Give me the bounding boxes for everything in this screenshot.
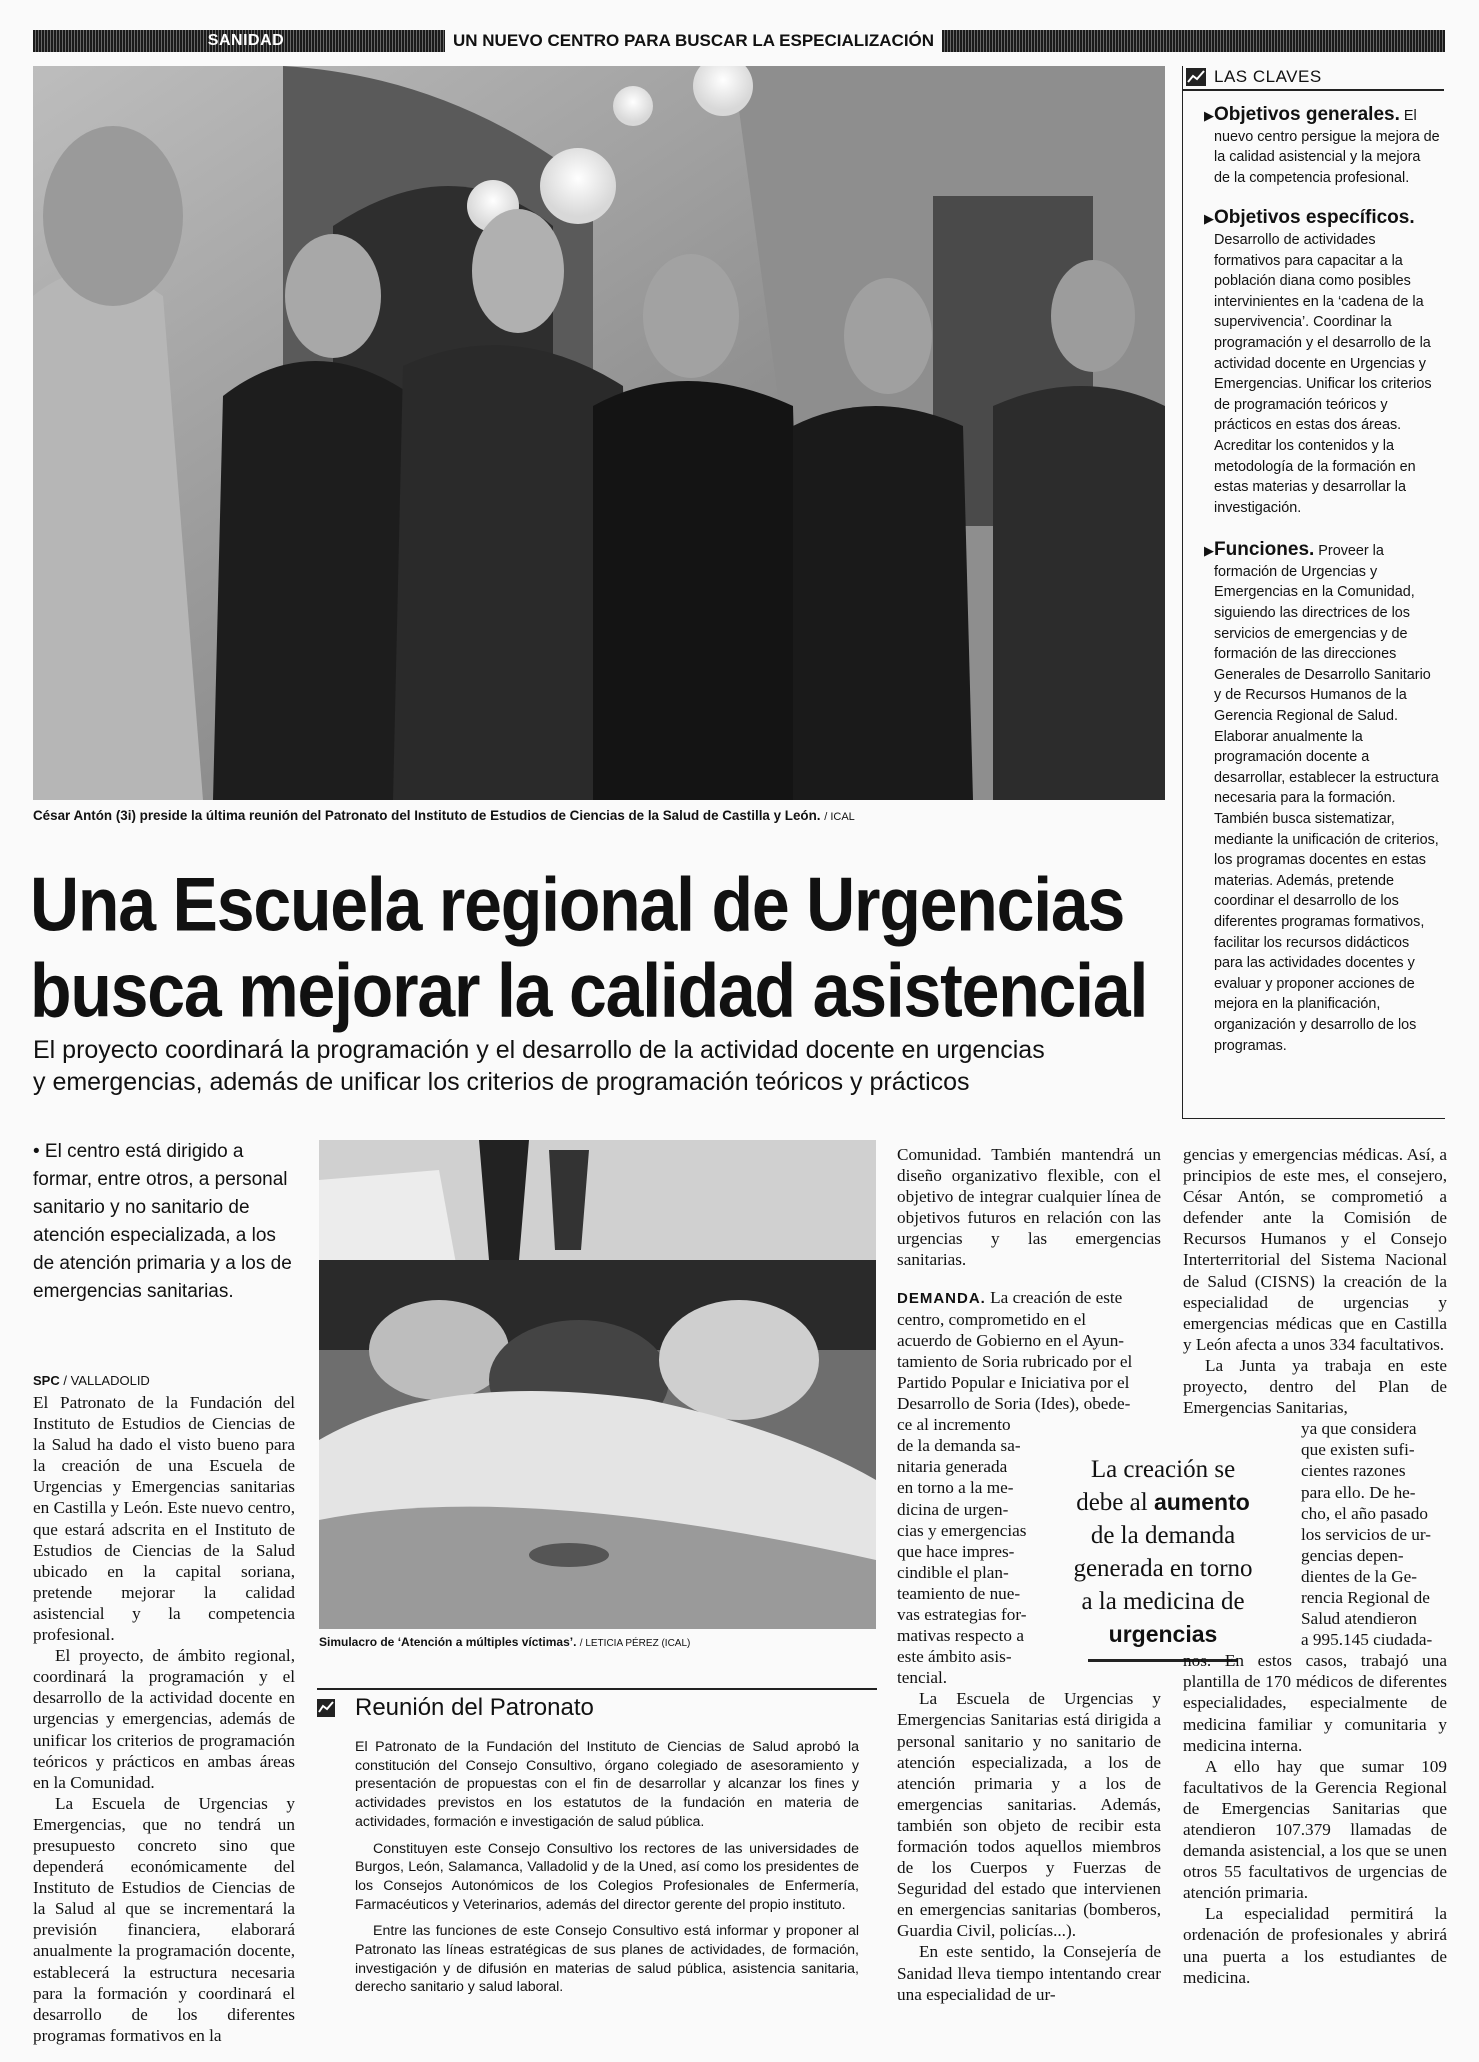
subheadline [33,1034,1183,1098]
headline-line-2: busca mejorar la calidad asistencial [30,948,1148,1034]
text-line: que hace impres- [897,1541,1015,1561]
byline-place: / VALLADOLID [63,1373,150,1388]
text-line: gencias depen- [1301,1545,1404,1565]
column-4 [1183,1144,1447,1988]
body-paragraph: La Escuela de Urgencias y Emergencias, que no tendrá un presupuesto concreto sino que dependerá económicamente del Instituto de Estudios de Ciencias de la Salud al que se incrementará la previsión financiera, elaborará anualmente la programación docente, establecerá la estructura necesaria para la formación y coordinará el desarrollo de los diferentes programas formativos en la [33,1793,295,2045]
sidebar-body [355,1738,859,2005]
trend-icon [1186,68,1206,86]
quote-line: generada en torno [1073,1555,1253,1582]
clave-item [1204,539,1440,1056]
summary: • El centro está dirigido a formar, entre otros, a personal sanitario y no sanitario de atención especializada, a los de atención primaria y a los de emergencias sanitarias. [33,1141,292,1302]
wrapped-lines [1183,1418,1447,1650]
clave-text: Desarrollo de actividades formativos para capacitar a la población diana como posibles intervinientes en la ‘cadena de la supervivencia’. Coordinar la programación y el desarrollo de la actividad docente en Urgencias y Emergencias. Unificar los criterios de programación teóricos y prácticos en estas dos áreas. Acreditar los contenidos y la metodología de la formación en estas materias y desarrollar la investigación. [1214,231,1432,516]
text-line: para ello. De he- [1301,1482,1416,1502]
body-paragraph: nos. En estos casos, trabajó una plantilla de 170 médicos de diferentes especialidades, especialmente de medicina familiar y comunitaria y medicina interna. [1183,1651,1447,1755]
text-line: acuerdo de Gobierno en el Ayun- [897,1330,1125,1350]
text-line: dicina de urgen- [897,1499,1009,1519]
runin-label: DEMANDA. [897,1289,986,1307]
sidebar-paragraph: Constituyen este Consejo Consultivo los rectores de las universidades de Burgos, León, Salamanca, Valladolid y de la Uned, así como los presidentes de los Consejos Autonómicos de los Colegios Profesionales de Enfermería, Farmacéuticos y Veterinarios, además del director gerente del propio instituto. [355,1840,859,1913]
byline-agency: SPC [33,1373,60,1388]
text-line: ce al incremento [897,1415,1011,1435]
second-photo-caption [319,1635,876,1649]
caption-text: César Antón (3i) preside la última reunión del Patronato del Instituto de Estudios de Ciencias de la Salud de Castilla y León. [33,808,821,823]
claves-title: LAS CLAVES [1214,67,1322,86]
main-photo [33,66,1165,800]
text-line: Partido Popular e Iniciativa por el [897,1372,1130,1392]
text-line: que existen sufi- [1301,1440,1415,1460]
section-label: SANIDAD [207,32,285,49]
clave-heading: Funciones. [1214,539,1315,561]
headline [30,862,1180,1034]
text-line: a 995.145 ciudada- [1301,1630,1433,1650]
column-1 [33,1392,295,2046]
quote-emphasis: urgencias [1108,1621,1218,1647]
clave-text: El nuevo centro persigue la mejora de la calidad asistencial y la mejora de la competencia profesional. [1214,108,1440,186]
second-photo-image [319,1140,876,1629]
text-line: Desarrollo de Soria (Ides), obede- [897,1394,1131,1414]
subhead-line-1: El proyecto coordinará la programación y el desarrollo de la actividad docente en urgencias [33,1036,1045,1064]
body-paragraph: Comunidad. También mantendrá un diseño organizativo flexible, con el objetivo de integrar cualquier línea de objetivos futuros en relación con las urgencias y las emergencias sanitarias. [897,1145,1161,1270]
body-paragraph: En este sentido, la Consejería de Sanidad lleva tiempo intentando crear una especialidad de ur- [897,1942,1161,2004]
caption-credit: / ICAL [824,811,855,823]
text-line: teamiento de nue- [897,1583,1021,1603]
text-line: Salud atendieron [1301,1609,1417,1629]
quote-line: de la demanda [1090,1522,1236,1549]
clave-heading: Objetivos generales. [1214,104,1400,125]
text-line: cientes razones [1301,1461,1406,1481]
body-paragraph: A ello hay que sumar 109 facultativos de la Gerencia Regional de Emergencias Sanitarias que atendieron 107.379 llamadas de demanda asistencial, a los que se unen otros 55 facultativos de urgencias de atención primaria. [1183,1756,1447,1903]
headline-line-1: Una Escuela regional de Urgencias [30,862,1125,948]
body-paragraph: gencias y emergencias médicas. Así, a principios de este mes, el consejero, César Antón, se comprometió a defender ante la Comisión de Recursos Humanos y el Consejo Interterritorial del Sistema Nacional de Salud (CISNS) la creación de la especialidad de urgencias y emergencias médicas que en Castilla y León afecta a unos 334 facultativos. [1183,1145,1447,1354]
text-line: cias y emergencias [897,1520,1027,1540]
triangle-icon: ▶ [1204,211,1214,227]
sidebar-paragraph: Entre las funciones de este Consejo Consultivo está informar y proponer al Patronato las líneas estratégicas de sus planes de actividades, de formación, investigación y de difusión en materias de salud pública, asistencia sanitaria, derecho sanitario y salud laboral. [355,1923,859,1996]
body-paragraph: El proyecto, de ámbito regional, coordinará la programación y el desarrollo de la actividad docente en urgencias y emergencias, además de unificar los criterios de programación teóricos y prácticos en ambas áreas en la Comunidad. [33,1646,295,1792]
claves-list [1204,104,1440,1056]
body-paragraph: La Escuela de Urgencias y Emergencias Sanitarias está dirigida a personal sanitario y no sanitario de atención especializada, a los de atención primaria y a los de emergencias sanitarias. Además, también son objeto de recibir esta formación todos aquellos miembros de los Cuerpos y Fuerzas de Seguridad del estado que intervienen en emergencias sanitarias (bomberos, Guardia Civil, policías...). [897,1689,1161,1941]
caption-text: Simulacro de ‘Atención a múltiples víctimas’. [319,1635,577,1649]
text-line: cindible el plan- [897,1562,1009,1582]
text-line: dientes de la Ge- [1301,1566,1417,1586]
text-line: mativas respecto a [897,1626,1024,1646]
clave-heading: Objetivos específicos. [1214,207,1415,229]
text-line: de la demanda sa- [897,1436,1021,1456]
text-line: nitaria generada [897,1457,1008,1477]
triangle-icon: ▶ [1204,543,1214,559]
claves-header [1182,64,1444,90]
text-line: este ámbito asis- [897,1647,1012,1667]
text-line: ya que considera [1301,1419,1417,1439]
body-paragraph: El Patronato de la Fundación del Instituto de Estudios de Ciencias de la Salud ha dado el visto bueno para la creación de una Escuela de Urgencias y Emergencias sanitarias en Castilla y León. Este nuevo centro, que estará adscrita en el Instituto de Estudios de Ciencias de la Salud ubicado en la capital soriana, pretende mejorar la calidad asistencial y la competencia profesional. [33,1393,295,1645]
text-line: los servicios de ur- [1301,1524,1431,1544]
text-line: cho, el año pasado [1301,1503,1428,1523]
section-kicker: UN NUEVO CENTRO PARA BUSCAR LA ESPECIALIZACIÓN [445,30,942,52]
byline [33,1373,150,1388]
caption-credit: / LETICIA PÉREZ (ICAL) [579,1638,691,1649]
clave-text: Proveer la formación de Urgencias y Emergencias en la Comunidad, siguiendo las directrices de los servicios de emergencias y de formación de las direcciones Generales de Desarrollo Sanitario y de Recursos Humanos de la Gerencia Regional de Salud. Elaborar anualmente la programación docente a desarrollar, establecer la estructura necesaria para la formación. También busca sistematizar, mediante la unificación de criterios, los programas docentes en estas materias. Además, pretende coordinar el desarrollo de los diferentes programas formativos, facilitar los recursos didácticos para las actividades docentes y evaluar y proponer acciones de mejora en la planificación, organización y desarrollo de los programas. [1214,543,1439,1054]
quote-line: a la medicina de [1081,1588,1245,1615]
clave-item [1204,207,1440,518]
body-paragraph: La Junta ya trabaja en este proyecto, dentro del Plan de Emergencias Sanitarias, [1183,1355,1447,1418]
text-line: vas estrategias for- [897,1604,1027,1624]
body-paragraph: La especialidad permitirá la ordenación de profesionales y abrirá una puerta a los estudiantes de medicina. [1183,1904,1447,1987]
text-line: rencia Regional de [1301,1587,1430,1607]
triangle-icon: ▶ [1204,108,1214,123]
quote-emphasis: aumento [1153,1489,1250,1515]
second-photo [319,1140,876,1629]
trend-icon [317,1699,335,1717]
quote-line: debe al aumento [1076,1489,1250,1516]
clave-item [1204,104,1440,188]
sidebar-paragraph: El Patronato de la Fundación del Instituto de Ciencias de Salud aprobó la constitución del Consejo Consultivo, órgano colegiado de asesoramiento y presentación de propuestas con el fin de desarrollar y alcanzar los fines y actividades previstos en los estatutos de la fundación en materia de actividades, formación e investigación de salud pública. [355,1739,859,1830]
quote-line: La creación se [1090,1456,1236,1483]
main-photo-caption [33,808,1165,825]
text-line: tamiento de Soria rubricado por el [897,1351,1133,1371]
text-line: centro, comprometido en el [897,1309,1086,1329]
text-line: La creación de este [990,1287,1123,1307]
subhead-line-2: y emergencias, además de unificar los criterios de programación teóricos y prácticos [33,1068,970,1096]
text-line: tencial. [897,1668,948,1688]
sidebar-title: Reunión del Patronato [355,1694,594,1721]
main-photo-image [33,66,1165,800]
text-line: en torno a la me- [897,1478,1014,1498]
patronato-sidebar [317,1688,877,2062]
